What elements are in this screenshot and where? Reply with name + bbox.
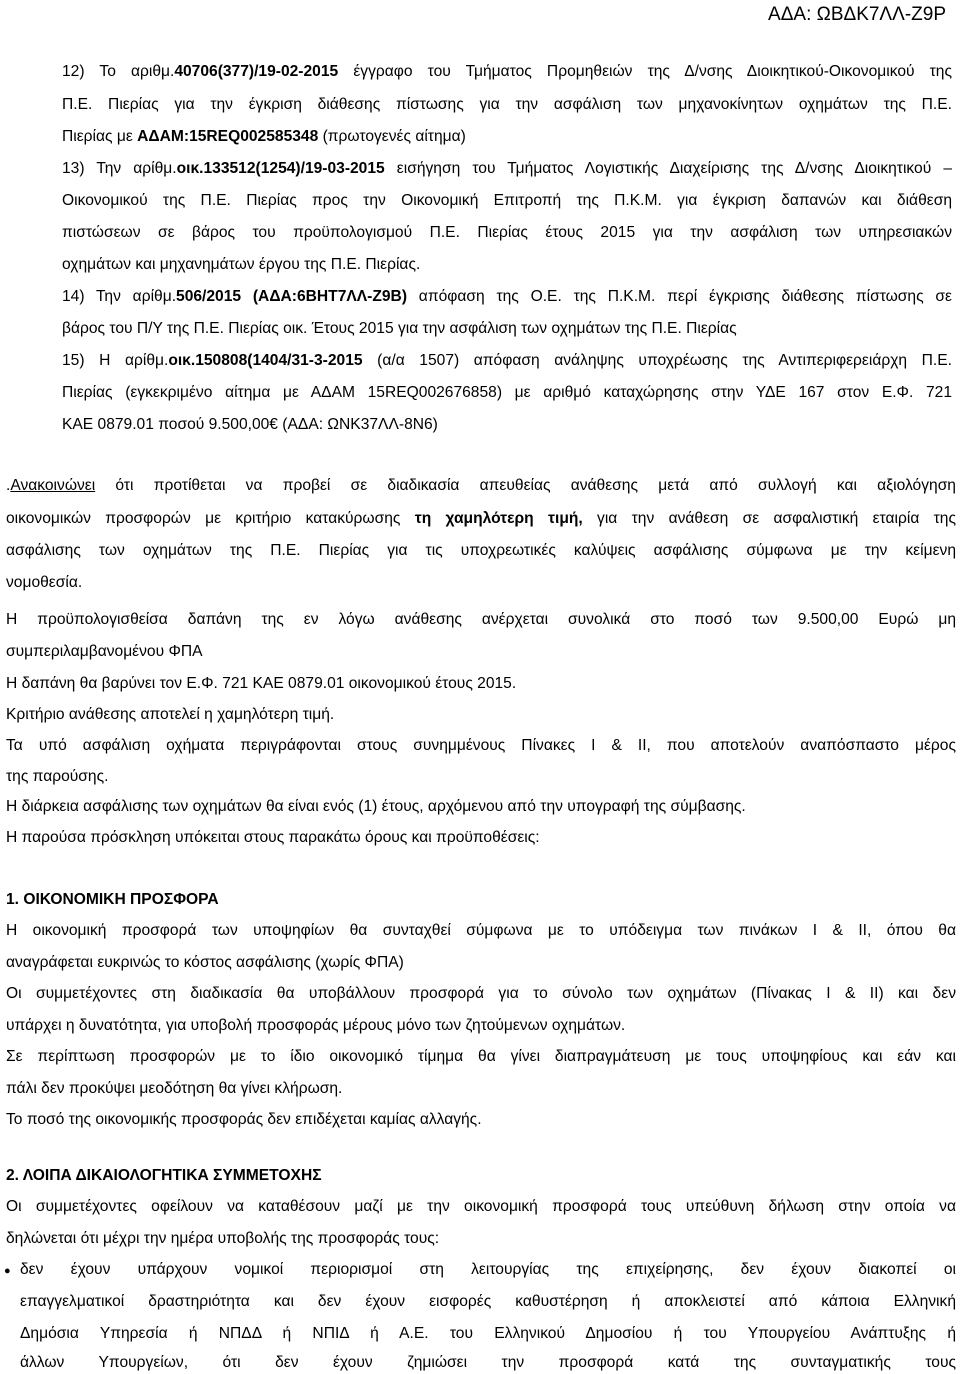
budget-line-3: Η δαπάνη θα βαρύνει τον Ε.Φ. 721 ΚΑΕ 0879.01 οικονομικού έτους 2015. [6, 675, 517, 692]
award-criterion: τη χαμηλότερη τιμή, [414, 510, 583, 527]
section-1-line-6: πάλι δεν προκύψει μεοδότηση θα γίνει κλήρωση. [6, 1080, 343, 1097]
section-2-line-2: δηλώνεται ότι μέχρι την ημέρα υποβολής της προσφοράς τους: [6, 1230, 440, 1247]
announce-line-3: ασφάλισης των οχημάτων της Π.Ε. Πιερίας για τις υποχρεωτικές καλύψεις ασφάλισης σύμφωνα με την κείμενη [6, 542, 956, 559]
ada-header: ΑΔΑ: ΩΒΔΚ7ΛΛ-Ζ9Ρ [768, 4, 946, 25]
announce-keyword: Ανακοινώνει [10, 477, 96, 494]
section-1-line-5: Σε περίπτωση προσφορών με το ίδιο οικονομικό τίμημα θα γίνει διαπραγμάτευση με τους υποψηφίους και εάν και [6, 1048, 956, 1065]
announce-line-2: οικονομικών προσφορών με κριτήριο κατακύρωσης τη χαμηλότερη τιμή, για την ανάθεση σε ασφαλιστική εταιρία της [6, 510, 956, 527]
budget-line-1: Η προϋπολογισθείσα δαπάνη της εν λόγω ανάθεσης ανέρχεται συνολικά στο ποσό των 9.500,00 Ευρώ μη [6, 611, 956, 628]
budget-line-8: Η παρούσα πρόσκληση υπόκειται στους παρακάτω όρους και προϋποθέσεις: [6, 829, 540, 846]
item-15-line-2: Πιερίας (εγκεκριμένο αίτημα με ΑΔΑΜ 15REQ002676858) με αριθμό καταχώρησης στην ΥΔΕ 167 στον Ε.Φ. 721 [62, 384, 952, 401]
budget-line-2: συμπεριλαμβανομένου ΦΠΑ [6, 643, 203, 660]
item-12-line-1: 12) Το αριθμ.40706(377)/19-02-2015 έγγραφο του Τμήματος Προμηθειών της Δ/νσης Διοικητικού-Οικονομικού της [62, 63, 952, 80]
item-13-line-1: 13) Την αρίθμ.οικ.133512(1254)/19-03-2015 εισήγηση του Τμήματος Λογιστικής Διαχείρισης της Δ/νσης Διοικητικού – [62, 160, 952, 177]
doc-ref: 40706(377)/19-02-2015 [174, 63, 339, 80]
bullet-icon: ● [4, 1265, 11, 1277]
decision-ref: 506/2015 (ΑΔΑ:6ΒΗΤ7ΛΛ-Ζ9Β) [176, 288, 408, 305]
adam-ref: ΑΔΑΜ:15REQ002585348 [137, 128, 319, 145]
budget-line-5: Τα υπό ασφάλιση οχήματα περιγράφονται στους συνημμένους Πίνακες Ι & ΙΙ, που αποτελούν αναπόσπαστο μέρος [6, 737, 956, 754]
decision-ref: οικ.150808(1404/31-3-2015 [168, 352, 363, 369]
item-14-line-2: βάρος του Π/Υ της Π.Ε. Πιερίας οικ. Έτους 2015 για την ασφάλιση των οχημάτων της Π.Ε. Πιερίας [62, 320, 737, 337]
item-15-line-3: ΚΑΕ 0879.01 ποσού 9.500,00€ (ΑΔΑ: ΩΝΚ37ΛΛ-8Ν6) [62, 416, 438, 433]
item-13-line-3: πιστώσεων σε βάρος του προϋπολογισμού Π.Ε. Πιερίας έτους 2015 για την ασφάλιση των υπηρεσιακών [62, 224, 952, 241]
section-1-line-1: Η οικονομική προσφορά των υποψηφίων θα συνταχθεί σύμφωνα με το υπόδειγμα των πινάκων Ι & ΙΙ, όπου θα [6, 922, 956, 939]
item-13-line-2: Οικονομικού της Π.Ε. Πιερίας προς την Οικονομική Επιτροπή της Π.Κ.Μ. για έγκριση δαπανών και διάθεση [62, 192, 952, 209]
section-1-line-4: υπάρχει η δυνατότητα, για υποβολή προσφοράς μέρους μόνο των ζητούμενων οχημάτων. [6, 1017, 626, 1034]
budget-line-6: της παρούσης. [6, 768, 109, 785]
bullet-line-1: δεν έχουν υπάρχουν νομικοί περιορισμοί στη λειτουργίας της επιχείρησης, δεν έχουν διακοπεί οι [20, 1261, 956, 1278]
bullet-line-3: Δημόσια Υπηρεσία ή ΝΠΔΔ ή ΝΠΙΔ ή Α.Ε. του Ελληνικού Δημοσίου ή του Υπουργείου Ανάπτυξης ή [20, 1325, 956, 1342]
bullet-line-2: επαγγελματικοί δραστηριότητα και δεν έχουν εισφορές καθυστέρηση ή αποκλειστεί από κάποια Ελληνική [20, 1293, 956, 1310]
doc-ref: οικ.133512(1254)/19-03-2015 [176, 160, 385, 177]
item-13-line-4: οχημάτων και μηχανημάτων έργου της Π.Ε. Πιερίας. [62, 256, 421, 273]
item-12-line-3: Πιερίας με ΑΔΑΜ:15REQ002585348 (πρωτογενές αίτημα) [62, 128, 466, 145]
section-2-line-1: Οι συμμετέχοντες οφείλουν να καταθέσουν μαζί με την οικονομική προσφορά τους υπεύθυνη δήλωση στην οποία να [6, 1198, 956, 1215]
section-1-line-2: αναγράφεται ευκρινώς το κόστος ασφάλισης (χωρίς ΦΠΑ) [6, 954, 404, 971]
bullet-line-4: άλλων Υπουργείων, ότι δεν έχουν ζημιώσει την προσφορά κατά της συνταγματικής τους [20, 1354, 956, 1371]
section-1-line-7: Το ποσό της οικονομικής προσφοράς δεν επιδέχεται καμίας αλλαγής. [6, 1111, 482, 1128]
item-14-line-1: 14) Την αρίθμ.506/2015 (ΑΔΑ:6ΒΗΤ7ΛΛ-Ζ9Β) απόφαση της Ο.Ε. της Π.Κ.Μ. περί έγκρισης διάθεσης πίστωσης σε [62, 288, 952, 305]
announce-line-4: νομοθεσία. [6, 574, 83, 591]
section-2-title: 2. ΛΟΙΠΑ ΔΙΚΑΙΟΛΟΓΗΤΙΚΑ ΣΥΜΜΕΤΟΧΗΣ [6, 1167, 322, 1184]
section-1-title: 1. ΟΙΚΟΝΟΜΙΚΗ ΠΡΟΣΦΟΡΑ [6, 891, 219, 908]
item-15-line-1: 15) Η αρίθμ.οικ.150808(1404/31-3-2015 (α/α 1507) απόφαση ανάληψης υποχρέωσης της Αντιπεριφερειάρχη Π.Ε. [62, 352, 952, 369]
section-1-line-3: Οι συμμετέχοντες στη διαδικασία θα υποβάλλουν προσφορά για το σύνολο των οχημάτων (Πίνακας Ι & ΙΙ) και δεν [6, 985, 956, 1002]
budget-line-7: Η διάρκεια ασφάλισης των οχημάτων θα είναι ενός (1) έτους, αρχόμενου από την υπογραφή της σύμβασης. [6, 798, 746, 815]
budget-line-4: Κριτήριο ανάθεσης αποτελεί η χαμηλότερη τιμή. [6, 706, 335, 723]
item-12-line-2: Π.Ε. Πιερίας για την έγκριση διάθεσης πίστωσης για την ασφάλιση των μηχανοκίνητων οχημάτων της Π.Ε. [62, 96, 952, 113]
announce-line-1: .Ανακοινώνει ότι προτίθεται να προβεί σε διαδικασία απευθείας ανάθεσης μετά από συλλογή και αξιολόγηση [6, 477, 956, 494]
